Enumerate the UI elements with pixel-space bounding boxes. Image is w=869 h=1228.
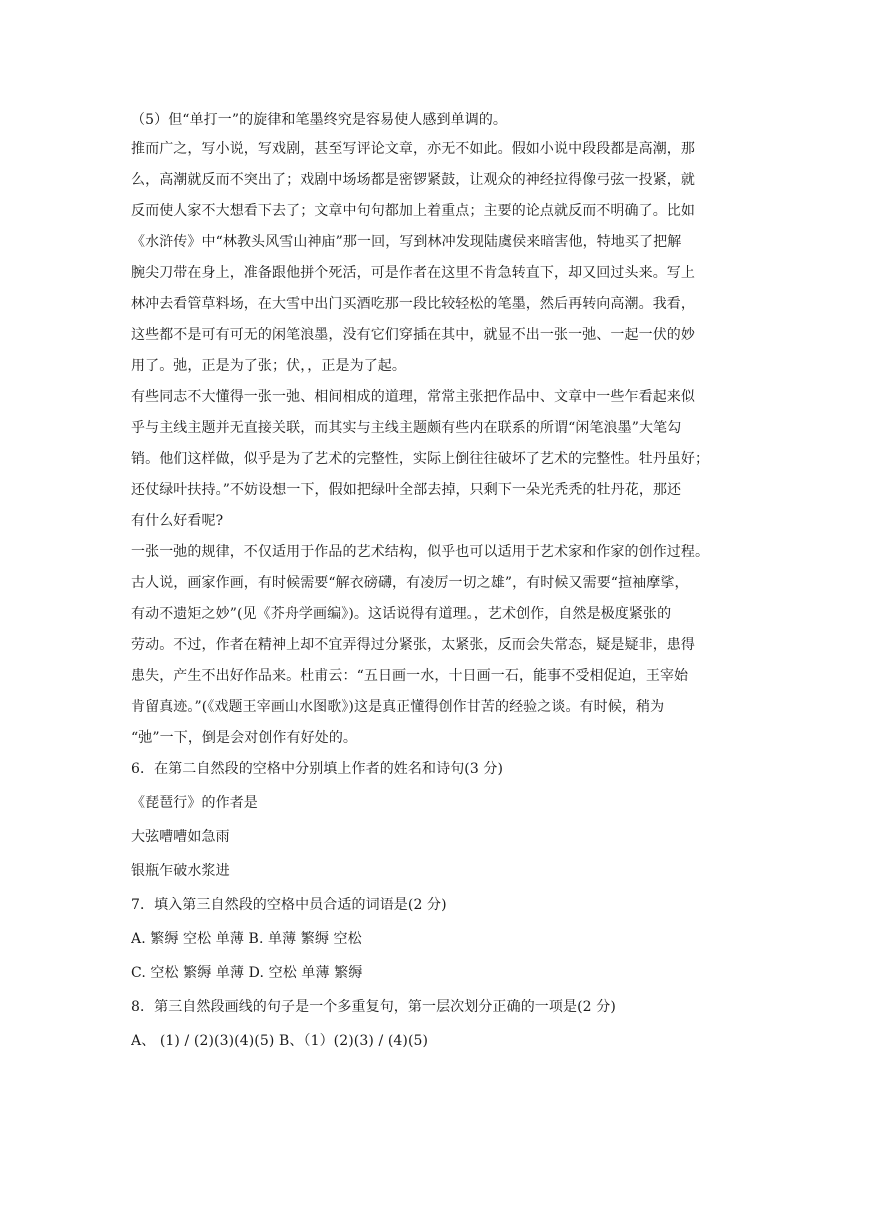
paragraph-line: 销。他们这样做，似乎是为了艺术的完整性，实际上倒往往破坏了艺术的完整性。牡丹虽好； (131, 451, 710, 467)
paragraph-line: 腕尖刀带在身上，准备跟他拼个死活，可是作者在这里不肯急转直下，却又回过头来。写上 (131, 265, 695, 281)
question-7: 7．填入第三自然段的空格中员合适的词语是(2 分) (131, 897, 447, 913)
question-6-item-line1: 大弦嘈嘈如急雨 (131, 829, 230, 845)
intro-line: （5）但“单打一”的旋律和笔墨终究是容易使人感到单调的。 (131, 112, 508, 128)
paragraph-line: 反而使人家不大想看下去了；文章中句句都加上着重点；主要的论点就反而不明确了。比如 (131, 203, 695, 219)
paragraph-line: 劳动。不过，作者在精神上却不宜弄得过分紧张，太紧张，反而会失常态，疑是疑非，患得 (131, 637, 695, 653)
question-7-options-ab: A. 繁缛 空松 单薄 B. 单薄 繁缛 空松 (131, 931, 362, 947)
document-body (131, 110, 741, 1065)
questions-section (131, 759, 741, 1051)
paragraph-line: 古人说，画家作画，有时候需要“解衣磅礴，有凌厉一切之雄”，有时候又需要“揎袖摩挲， (131, 575, 689, 591)
paragraph-line: 还仗绿叶扶持。”不妨设想一下，假如把绿叶全部去掉，只剩下一朵光秃秃的牡丹花，那还 (131, 482, 682, 498)
paragraph-line: 乎与主线主题并无直接关联，而其实与主线主题颇有些内在联系的所谓“闲笔浪墨”大笔勾 (131, 420, 682, 436)
question-8-options: A、 (1) / (2)(3)(4)(5) B、（1）(2)(3) / (4)(5) (131, 1033, 429, 1049)
question-6: 6．在第二自然段的空格中分别填上作者的姓名和诗句(3 分) (131, 761, 504, 777)
paragraph-line: “弛”一下，倒是会对创作有好处的。 (131, 730, 358, 746)
paragraph-line: 么，高潮就反而不突出了；戏剧中场场都是密锣紧鼓，让观众的神经拉得像弓弦一投紧，就 (131, 172, 695, 188)
question-6-item-line2: 银瓶乍破水浆进 (131, 863, 230, 879)
question-7-options-cd: C. 空松 繁缛 单薄 D. 空松 单薄 繁缛 (131, 965, 363, 981)
question-8: 8．第三自然段画线的句子是一个多重复句，第一层次划分正确的一项是(2 分) (131, 999, 616, 1015)
paragraph-line: 患失，产生不出好作品来。杜甫云：“五日画一水，十日画一石，能事不受相促迫，王宰始 (131, 668, 689, 684)
paragraph-line: 林冲去看管草料场，在大雪中出门买酒吃那一段比较轻松的笔墨，然后再转向高潮。我看， (131, 296, 695, 312)
paragraph-line: 《水浒传》中“林教头风雪山神庙”那一回，写到林冲发现陆虞侯来暗害他，特地买了把解 (131, 234, 682, 250)
paragraph-line: 一张一弛的规律，不仅适用于作品的艺术结构，似乎也可以适用于艺术家和作家的创作过程。 (131, 544, 710, 560)
paragraph-line: 肯留真迹。”(《戏题王宰画山水图歌》)这是真正懂得创作甘苦的经验之谈。有时候，稍为 (131, 699, 665, 715)
question-6-item-author: 《琵琶行》的作者是 (131, 795, 258, 811)
paragraph-line: 推而广之，写小说，写戏剧，甚至写评论文章，亦无不如此。假如小说中段段都是高潮，那 (131, 141, 695, 157)
paragraph-2 (131, 139, 741, 376)
paragraph-line: 用了。弛，正是为了张；伏，，正是为了起。 (131, 358, 406, 374)
paragraph-line: 这些都不是可有可无的闲笔浪墨，没有它们穿插在其中，就显不出一张一弛、一起一伏的妙 (131, 327, 695, 343)
paragraph-line: 有动不遗矩之妙”(见《芥舟学画编》)。这话说得有道理。，艺术创作，自然是极度紧张的 (131, 606, 672, 622)
paragraph-line: 有些同志不大懂得一张一弛、相间相成的道理，常常主张把作品中、文章中一些乍看起来似 (131, 389, 695, 405)
paragraph-4 (131, 542, 741, 748)
paragraph-line: 有什么好看呢? (131, 513, 224, 529)
paragraph-3 (131, 387, 741, 531)
